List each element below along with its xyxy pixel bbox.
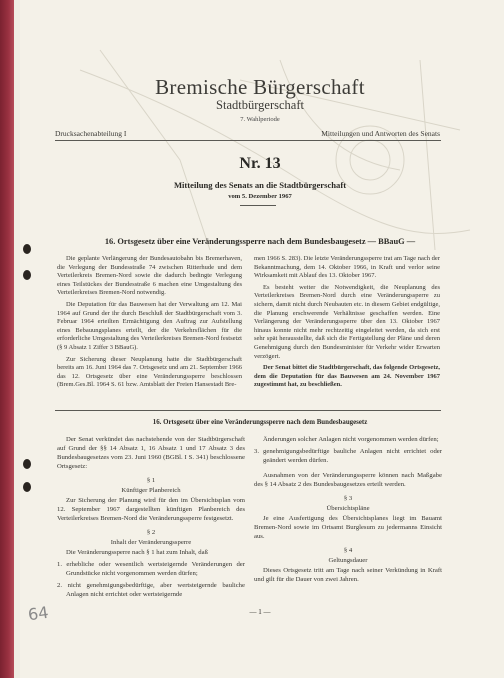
department-label: Drucksachenabteilung I	[55, 129, 127, 138]
punch-hole	[23, 270, 31, 280]
paragraph: Die geplante Verlängerung der Bundesautobahn bis Bremerhaven, die Verlegung der Bundesstraße 74 zwischen Ritterhude und dem Verteilerkreis Bremen-Nord sowie die dadurch bedingte Verlegung eines Teilstückes der Bundesstraße 6 machen eine Umgestaltung des Verteilerkreises Bremen-Nord notwendig.	[57, 255, 242, 297]
section2-left-column	[57, 435, 245, 602]
document-heading: Mitteilung des Senats an die Stadtbürgerschaft	[173, 180, 347, 190]
list-item: 2. nicht genehmigungsbedürftige, aber wertsteigernde bauliche Anlagen nicht errichtet oder wertsteigernde	[57, 582, 245, 598]
header-rule	[55, 140, 441, 141]
parliament-subtitle: Stadtbürgerschaft	[216, 98, 304, 112]
section1-right-column	[254, 255, 440, 393]
list-item: 3. genehmigungsbedürftige bauliche Anlagen nicht errichtet oder geändert werden dürfen.	[254, 448, 442, 464]
article-title: Geltungsdauer	[328, 557, 368, 564]
paragraph: men 1966 S. 283). Die letzte Veränderungssperre trat am Tage nach der Bekanntmachung, dem 14. Oktober 1966, in Kraft und verlor seine Wirksamkeit mit Ablauf des 13. Oktober 1967.	[254, 255, 440, 280]
section-title: 16. Ortsgesetz über eine Veränderungssperre nach dem Bundesbaugesetz — BBauG —	[104, 237, 416, 246]
paragraph: Es besteht weiter die Notwendigkeit, die Neuplanung des Verteilerkreises Bremen-Nord durch eine Veränderungssperre zu sichern, damit nicht durch Neubauten etc. in diesem Gebiet endgültige, die Planung erschwerende Verhältnisse geschaffen werden. Eine Verlängerung der Veränderungssperre über den 13. Oktober 1967 hinaus konnte nicht mehr rechtzeitig eingeleitet werden, da sich erst sehr spät herausstellte, daß sich die Fertigstellung der Pläne und deren Genehmigung durch den Bundesminister für Verkehr wider Erwarten verzögert.	[254, 283, 440, 360]
binder-spine	[0, 0, 14, 678]
article-text: Dieses Ortsgesetz tritt am Tage nach seiner Verkündung in Kraft und gilt für die Dauer von zwei Jahren.	[254, 567, 442, 583]
punch-hole	[23, 459, 31, 469]
article-title: Künftiger Planbereich	[121, 487, 181, 494]
pencil-annotation: 64	[26, 602, 50, 625]
article-text: Je eine Ausfertigung des Übersichtsplanes liegt im Bauamt Bremen-Nord sowie im Ortsamt Burglesum zu jedermanns Einsicht aus.	[254, 515, 442, 540]
article-title: Übersichtspläne	[326, 505, 370, 512]
article-number: § 2	[146, 529, 156, 536]
paragraph: Die Deputation für das Bauwesen hat der Verwaltung am 12. Mai 1964 auf Grund der ihr durch Beschluß der Stadtbürgerschaft vom 3. Februar 1964 erteilten Ermächtigung den Auftrag zur Aufstellung eines Bebauungsplanes erteilt, der die Verkehrsflächen für die erforderliche Umgestaltung des Verteilerkreises Bremen-Nord festsetzt (§ 9 Absatz 1 Ziffer 3 BBauG).	[57, 300, 242, 351]
list-item-continued: Änderungen solcher Anlagen nicht vorgenommen werden dürfen;	[263, 436, 439, 443]
parliament-title: Bremische Bürgerschaft	[155, 75, 365, 99]
article-number: § 1	[146, 477, 156, 484]
article-text: Ausnahmen von der Veränderungssperre können nach Maßgabe des § 14 Absatz 2 des Bundesbaugesetzes erteilt werden.	[254, 472, 442, 488]
section-rule	[55, 410, 441, 411]
legislative-period: 7. Wahlperiode	[240, 116, 280, 123]
short-rule	[240, 205, 276, 206]
article-number: § 4	[343, 547, 353, 554]
document-number: Nr. 13	[239, 155, 281, 172]
law-title: 16. Ortsgesetz über eine Veränderungssperre nach dem Bundesbaugesetz	[152, 419, 368, 426]
document-date: vom 5. Dezember 1967	[228, 193, 292, 200]
watermark-map	[40, 40, 480, 260]
punch-hole	[23, 482, 31, 492]
article-text: Die Veränderungssperre nach § 1 hat zum Inhalt, daß	[66, 549, 208, 556]
section2-right-column	[254, 435, 442, 587]
section1-left-column	[57, 255, 242, 393]
list-item: 1. erhebliche oder wesentlich wertsteigernde Veränderungen der Grundstücke nicht vorgenommen werden dürfen;	[57, 561, 245, 577]
article-title: Inhalt der Veränderungssperre	[110, 539, 192, 546]
series-label: Mitteilungen und Antworten des Senats	[321, 129, 440, 138]
paragraph: Zur Sicherung dieser Neuplanung hatte die Stadtbürgerschaft bereits am 16. Juni 1964 das 7. Ortsgesetz und am 21. September 1966 das 12. Ortsgesetz über eine Veränderungssperre beschlossen (Brem.Ges.Bl. 1964 S. 61 bzw. Amtsblatt der Freien Hansestadt Bre-	[57, 355, 242, 389]
article-text: Zur Sicherung der Planung wird für den im Übersichtsplan vom 12. September 1967 dargestellten künftigen Planbereich des Verteilerkreises Bremen-Nord die Veränderungssperre festgesetzt.	[57, 497, 245, 522]
paragraph: Der Senat bittet die Stadtbürgerschaft, das folgende Ortsgesetz, dem die Deputation für das Bauwesen am 24. November 1967 zugestimmt hat, zu beschließen.	[254, 364, 440, 389]
article-number: § 3	[343, 495, 353, 502]
page-number: — 1 —	[249, 608, 271, 616]
punch-hole	[23, 244, 31, 254]
intro-text: Der Senat verkündet das nachstehende von der Stadtbürgerschaft auf Grund der §§ 14 Absatz 1, 16 Absatz 1 und 17 Absatz 3 des Bundesbaugesetzes vom 23. Juni 1960 (BGBl. I S. 341) beschlossene Ortsgesetz:	[57, 436, 245, 470]
